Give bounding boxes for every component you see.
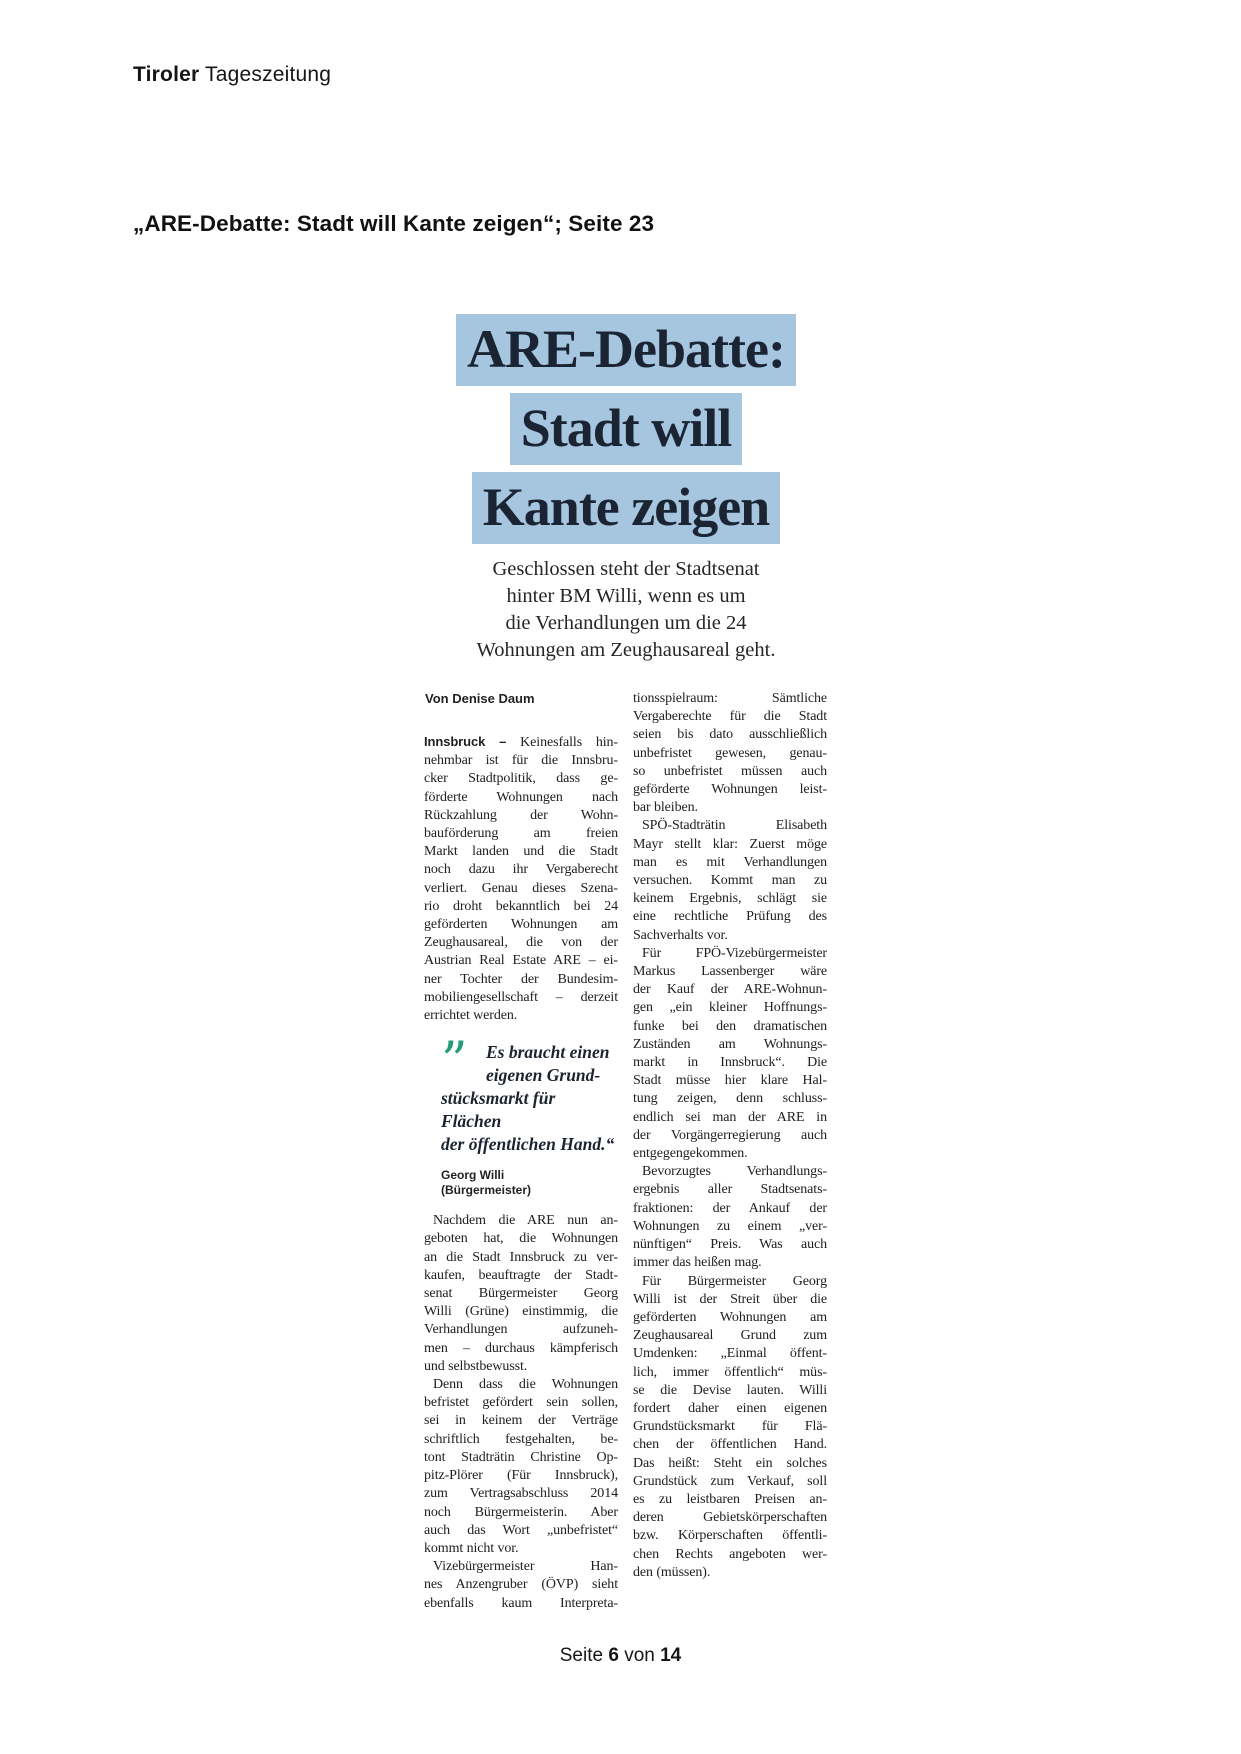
page-footer bbox=[0, 1645, 1241, 1667]
body-line: lich, immer öffentlich“ müs- bbox=[633, 1364, 827, 1380]
body-line: fraktionen: der Ankauf der bbox=[633, 1200, 827, 1216]
paragraph bbox=[633, 945, 827, 1163]
pull-quote bbox=[441, 1032, 618, 1198]
body-line: Verhandlungen aufzuneh- bbox=[424, 1322, 618, 1338]
body-line: Zeughausareal, die von der bbox=[424, 935, 618, 951]
body-line: Innsbruck – Keinesfalls hin- bbox=[424, 734, 618, 750]
body-line: Austrian Real Estate ARE – ei- bbox=[424, 953, 618, 969]
body-line: versuchen. Kommt man zu bbox=[633, 873, 827, 889]
body-line: verliert. Genau dieses Szena- bbox=[424, 880, 618, 896]
paragraph bbox=[633, 690, 827, 817]
paragraph bbox=[633, 1273, 827, 1582]
body-line: Mayr stellt klar: Zuerst möge bbox=[633, 836, 827, 852]
body-line: Stadt müsse hier klare Hal- bbox=[633, 1073, 827, 1089]
article-body bbox=[424, 690, 828, 1613]
text-line: die Verhandlungen um die 24 bbox=[505, 612, 747, 634]
article-clipping bbox=[424, 314, 828, 1613]
body-line: kaufen, beauftragte der Stadt- bbox=[424, 1267, 618, 1283]
body-line: Zuständen am Wohnungs- bbox=[633, 1036, 827, 1052]
footer-total-pages: 14 bbox=[660, 1645, 682, 1666]
body-line: Rückzahlung der Wohn- bbox=[424, 807, 618, 823]
body-line: senat Bürgermeister Georg bbox=[424, 1286, 618, 1302]
body-line: befristet gefördert sein sollen, bbox=[424, 1395, 618, 1411]
body-line: Nachdem die ARE nun an- bbox=[433, 1213, 618, 1229]
body-line: es zu leistbaren Preisen an- bbox=[633, 1491, 827, 1507]
body-line: errichtet werden. bbox=[424, 1008, 518, 1024]
footer-word-of: von bbox=[624, 1645, 655, 1666]
body-line: gen „ein kleiner Hoffnungs- bbox=[633, 1000, 827, 1016]
paragraph bbox=[424, 733, 618, 1025]
paragraph bbox=[633, 817, 827, 944]
body-line: markt in Innsbruck“. Die bbox=[633, 1055, 827, 1071]
article-column-left bbox=[424, 690, 618, 1613]
body-line: Das heißt: Steht ein solches bbox=[633, 1455, 827, 1471]
body-line: ergebnis aller Stadtsenats- bbox=[633, 1182, 827, 1198]
headline-highlight: Kante zeigen bbox=[472, 472, 780, 544]
body-line: Markt landen und die Stadt bbox=[424, 844, 618, 860]
text-line: Es braucht einen bbox=[486, 1042, 610, 1063]
body-line: entgegengekommen. bbox=[633, 1146, 748, 1162]
body-line: keinem Ergebnis, schlägt sie bbox=[633, 891, 827, 907]
body-line: noch Bürgermeisterin. Aber bbox=[424, 1504, 618, 1520]
text-line: hinter BM Willi, wenn es um bbox=[506, 585, 746, 607]
text-line: Wohnungen am Zeughausareal geht. bbox=[476, 639, 776, 661]
newspaper-name-bold: Tiroler bbox=[133, 63, 200, 86]
body-line: Wohnungen zu einem „ver- bbox=[633, 1218, 827, 1234]
pull-quote-text bbox=[441, 1087, 618, 1156]
body-line: Sachverhalts vor. bbox=[633, 927, 728, 943]
body-line: man es mit Verhandlungen bbox=[633, 854, 827, 870]
body-line: Willi ist der Streit über die bbox=[633, 1291, 827, 1307]
body-line: nünftigen“ Preis. Was auch bbox=[633, 1237, 827, 1253]
body-line: pitz-Plörer (Für Innsbruck), bbox=[424, 1468, 618, 1484]
quote-mark-icon: ” bbox=[441, 1032, 465, 1093]
body-text bbox=[633, 690, 827, 1582]
body-line: geförderte Wohnungen leist- bbox=[633, 782, 827, 798]
body-line: Für FPÖ-Vizebürgermeister bbox=[642, 945, 827, 961]
newspaper-name bbox=[133, 63, 331, 87]
body-line: chen der öffentlichen Hand. bbox=[633, 1437, 827, 1453]
text-line: stücksmarkt für Flächen bbox=[441, 1088, 556, 1132]
pull-quote-top bbox=[441, 1032, 618, 1093]
headline-line bbox=[424, 393, 828, 465]
body-line: tont Stadträtin Christine Op- bbox=[424, 1449, 618, 1465]
body-text bbox=[424, 1212, 618, 1612]
footer-word-page: Seite bbox=[559, 1645, 604, 1666]
body-line: geförderten Wohnungen am bbox=[633, 1309, 827, 1325]
quote-attribution bbox=[441, 1168, 618, 1198]
body-line: fordert daher einen eigenen bbox=[633, 1400, 827, 1416]
text-line: Geschlossen steht der Stadtsenat bbox=[492, 558, 760, 580]
byline: Von Denise Daum bbox=[425, 691, 535, 706]
body-line: bauförderung am freien bbox=[424, 826, 618, 842]
body-line: chen Rechts angeboten wer- bbox=[633, 1546, 827, 1562]
newspaper-name-rest: Tageszeitung bbox=[199, 63, 332, 86]
body-line: kommt nicht vor. bbox=[424, 1540, 519, 1556]
body-line: geboten hat, die Wohnungen bbox=[424, 1231, 618, 1247]
body-line: Denn dass die Wohnungen bbox=[433, 1377, 618, 1393]
body-line: Willi (Grüne) einstimmig, die bbox=[424, 1304, 618, 1320]
body-line: Umdenken: „Einmal öffent- bbox=[633, 1346, 827, 1362]
body-line: ner Tochter der Bundesim- bbox=[424, 971, 618, 987]
pull-quote-text bbox=[486, 1041, 610, 1087]
body-line: so unbefristet müssen auch bbox=[633, 763, 827, 779]
body-line: deren Gebietskörperschaften bbox=[633, 1510, 827, 1526]
body-line: den (müssen). bbox=[633, 1564, 711, 1580]
body-line: tionsspielraum: Sämtliche bbox=[633, 691, 827, 706]
body-line: tung zeigen, denn schluss- bbox=[633, 1091, 827, 1107]
body-line: immer das heißen mag. bbox=[633, 1255, 762, 1271]
body-line: men – durchaus kämpferisch bbox=[424, 1340, 618, 1356]
body-line: unbefristet gewesen, genau- bbox=[633, 745, 827, 761]
text-line: der öffentlichen Hand.“ bbox=[441, 1134, 615, 1155]
body-line: mobiliengesellschaft – derzeit bbox=[424, 989, 618, 1005]
body-line: SPÖ-Stadträtin Elisabeth bbox=[642, 818, 827, 834]
body-line: seien bis dato ausschließlich bbox=[633, 727, 827, 743]
paragraph bbox=[424, 1558, 618, 1613]
body-line: ebenfalls kaum Interpreta- bbox=[424, 1595, 618, 1611]
body-line: eine rechtliche Prüfung des bbox=[633, 909, 827, 925]
body-line: bzw. Körperschaften öffentli- bbox=[633, 1528, 827, 1544]
article-column-right bbox=[633, 690, 827, 1613]
paragraph bbox=[424, 1376, 618, 1558]
body-line: noch dazu ihr Vergaberecht bbox=[424, 862, 618, 878]
article-headline bbox=[424, 314, 828, 544]
headline-line bbox=[424, 314, 828, 386]
text-line: (Bürgermeister) bbox=[441, 1183, 532, 1198]
body-line: Für Bürgermeister Georg bbox=[642, 1273, 827, 1289]
headline-highlight: ARE-Debatte: bbox=[456, 314, 796, 386]
text-line: Georg Willi bbox=[441, 1168, 505, 1183]
body-line: funke bei den dramatischen bbox=[633, 1018, 827, 1034]
body-line: nehmbar ist für die Innsbru- bbox=[424, 753, 618, 769]
body-line: geförderten Wohnungen am bbox=[424, 917, 618, 933]
body-line: förderte Wohnungen nach bbox=[424, 789, 618, 805]
article-reference-heading: „ARE-Debatte: Stadt will Kante zeigen“; Seite 23 bbox=[133, 211, 655, 236]
body-line: Vizebürgermeister Han- bbox=[433, 1559, 618, 1575]
body-line: und selbstbewusst. bbox=[424, 1358, 528, 1374]
body-line: cker Stadtpolitik, dass ge- bbox=[424, 771, 618, 787]
body-line: Grundstücksmarkt für Flä- bbox=[633, 1419, 827, 1435]
body-line: nes Anzengruber (ÖVP) sieht bbox=[424, 1577, 618, 1593]
body-line: Bevorzugtes Verhandlungs- bbox=[642, 1164, 827, 1180]
body-line: sei in keinem der Verträge bbox=[424, 1413, 618, 1429]
headline-line bbox=[424, 472, 828, 544]
subheadline bbox=[424, 556, 828, 664]
body-line: der Kauf der ARE-Wohnun- bbox=[633, 982, 827, 998]
body-line: zum Vertragsabschluss 2014 bbox=[424, 1486, 618, 1502]
body-line: der Vorgängerregierung auch bbox=[633, 1127, 827, 1143]
body-text bbox=[424, 733, 618, 1025]
body-line: an die Stadt Innsbruck zu ver- bbox=[424, 1249, 618, 1265]
footer-current-page: 6 bbox=[608, 1645, 619, 1666]
body-line: Vergaberechte für die Stadt bbox=[633, 709, 827, 725]
text-line: eigenen Grund- bbox=[486, 1065, 601, 1086]
body-line: schriftlich festgehalten, be- bbox=[424, 1431, 618, 1447]
body-line: endlich sei man der ARE in bbox=[633, 1109, 827, 1125]
paragraph bbox=[424, 1212, 618, 1376]
body-line: bar bleiben. bbox=[633, 800, 698, 816]
body-line: Grundstück zum Verkauf, soll bbox=[633, 1473, 827, 1489]
body-line: se die Devise lauten. Willi bbox=[633, 1382, 827, 1398]
body-line: rio droht bekanntlich bei 24 bbox=[424, 898, 618, 914]
body-line: Zeughausareal Grund zum bbox=[633, 1328, 827, 1344]
headline-highlight: Stadt will bbox=[510, 393, 743, 465]
body-line: auch das Wort „unbefristet“ bbox=[424, 1522, 618, 1538]
paragraph bbox=[633, 1163, 827, 1272]
body-line: Markus Lassenberger wäre bbox=[633, 964, 827, 980]
